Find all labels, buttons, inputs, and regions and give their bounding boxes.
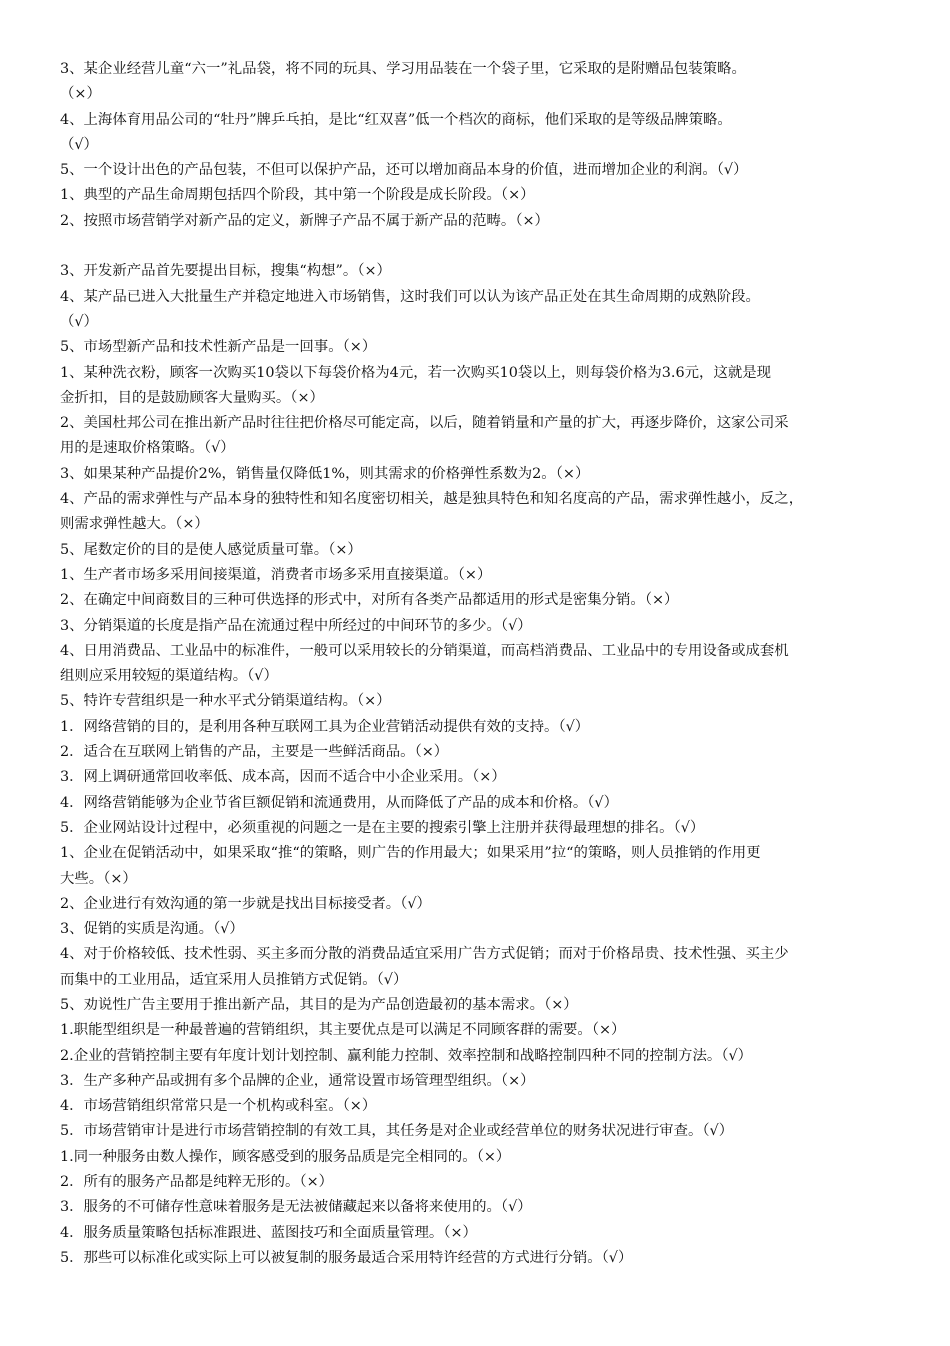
text-line: 4．服务质量策略包括标准跟进、蓝图技巧和全面质量管理。（×） — [60, 1224, 477, 1241]
text-line: 4、产品的需求弹性与产品本身的独特性和知名度密切相关，越是独具特色和知名度高的产品，需求弹性越小，反之， — [60, 491, 804, 508]
text-line: 1、生产者市场多采用间接渠道，消费者市场多采用直接渠道。（×） — [60, 566, 492, 583]
text-line: 3．网上调研通常回收率低、成本高，因而不适合中小企业采用。（×） — [60, 769, 506, 786]
document-page — [60, 57, 906, 1271]
text-line: 1、某种洗衣粉，顾客一次购买10袋以下每袋价格为4元，若一次购买10袋以上，则每袋价格为3.6元，这就是现 — [60, 364, 772, 381]
text-line — [60, 234, 906, 259]
text-line: 5、市场型新产品和技术性新产品是一回事。（×） — [60, 339, 377, 356]
text-line: 2.企业的营销控制主要有年度计划计划控制、赢利能力控制、效率控制和战略控制四种不同的控制方法。（√） — [60, 1047, 753, 1064]
text-line: 3．生产多种产品或拥有多个品牌的企业，通常设置市场管理型组织。（×） — [60, 1072, 535, 1089]
text-line: 3、某企业经营儿童“六一”礼品袋，将不同的玩具、学习用品装在一个袋子里，它采取的是附赠品包装策略。 — [60, 61, 746, 77]
text-line: （√） — [60, 313, 98, 330]
text-line: （×） — [60, 86, 101, 103]
text-line: 1、典型的产品生命周期包括四个阶段，其中第一个阶段是成长阶段。（×） — [60, 187, 535, 204]
text-line: 1．网络营销的目的，是利用各种互联网工具为企业营销活动提供有效的支持。（√） — [60, 718, 590, 735]
text-line: 组则应采用较短的渠道结构。（√） — [60, 668, 278, 685]
text-line: 4、对于价格较低、技术性弱、买主多而分散的消费品适宜采用广告方式促销；而对于价格昂贵、技术性强、买主少 — [60, 946, 789, 963]
text-line: 2、美国杜邦公司在推出新产品时往往把价格尽可能定高，以后，随着销量和产量的扩大，再逐步降价，这家公司采 — [60, 415, 789, 432]
text-line: 5、一个设计出色的产品包装，不但可以保护产品，还可以增加商品本身的价值，进而增加企业的利润。（√） — [60, 162, 748, 179]
text-line: 4、日用消费品、工业品中的标准件，一般可以采用较长的分销渠道，而高档消费品、工业品中的专用设备或成套机 — [60, 642, 789, 659]
text-line: （√） — [60, 136, 98, 153]
text-line: 4、某产品已进入大批量生产并稳定地进入市场销售，这时我们可以认为该产品正处在其生命周期的成熟阶段。 — [60, 288, 760, 305]
text-line: 用的是速取价格策略。（√） — [60, 440, 235, 457]
text-line: 2、企业进行有效沟通的第一步就是找出目标接受者。（√） — [60, 895, 431, 912]
text-line: 3、促销的实质是沟通。（√） — [60, 921, 244, 938]
text-line: 4．市场营销组织常常只是一个机构或科室。（×） — [60, 1098, 377, 1115]
text-line: 4、上海体育用品公司的“牡丹”牌乒乓拍，是比“红双喜”低一个档次的商标，他们采取的是等级品牌策略。 — [60, 111, 732, 128]
text-line: 大些。（×） — [60, 870, 137, 887]
text-line: 1.职能型组织是一种最普遍的营销组织，其主要优点是可以满足不同顾客群的需要。（×） — [60, 1022, 626, 1039]
text-line: 则需求弹性越大。（×） — [60, 516, 209, 533]
text-line: 4．网络营销能够为企业节省巨额促销和流通费用，从而降低了产品的成本和价格。（√） — [60, 794, 618, 811]
text-line: 3、分销渠道的长度是指产品在流通过程中所经过的中间环节的多少。（√） — [60, 617, 532, 634]
text-line: 2．适合在互联网上销售的产品，主要是一些鲜活商品。（×） — [60, 744, 449, 761]
text-line: 3、开发新产品首先要提出目标，搜集“构想”。（×） — [60, 263, 391, 280]
text-line: 2．所有的服务产品都是纯粹无形的。（×） — [60, 1174, 334, 1191]
text-line: 5、尾数定价的目的是使人感觉质量可靠。（×） — [60, 541, 362, 558]
text-line: 3．服务的不可储存性意味着服务是无法被储藏起来以备将来使用的。（√） — [60, 1199, 532, 1216]
text-line: 5．那些可以标准化或实际上可以被复制的服务最适合采用特许经营的方式进行分销。（√） — [60, 1249, 633, 1266]
text-line: 2、按照市场营销学对新产品的定义，新牌子产品不属于新产品的范畴。（×） — [60, 212, 549, 229]
text-line: 金折扣，目的是鼓励顾客大量购买。（×） — [60, 389, 324, 406]
text-line: 1.同一种服务由数人操作，顾客感受到的服务品质是完全相同的。（×） — [60, 1148, 511, 1165]
text-line: 5．企业网站设计过程中，必须重视的问题之一是在主要的搜索引擎上注册并获得最理想的排名。（√） — [60, 819, 705, 836]
text-line: 5、劝说性广告主要用于推出新产品，其目的是为产品创造最初的基本需求。（×） — [60, 996, 578, 1013]
text-line: 5．市场营销审计是进行市场营销控制的有效工具，其任务是对企业或经营单位的财务状况进行审查。（√） — [60, 1123, 734, 1140]
text-line: 3、如果某种产品提价2%，销售量仅降低1%，则其需求的价格弹性系数为2。（×） — [60, 465, 590, 482]
text-line: 5、特许专营组织是一种水平式分销渠道结构。（×） — [60, 693, 391, 710]
text-line: 2、在确定中间商数目的三种可供选择的形式中，对所有各类产品都适用的形式是密集分销。（×） — [60, 592, 679, 609]
text-line: 1、企业在促销活动中，如果采取“推“的策略，则广告的作用最大；如果采用”拉“的策略，则人员推销的作用更 — [60, 845, 761, 862]
text-line: 而集中的工业用品，适宜采用人员推销方式促销。（√） — [60, 971, 408, 988]
